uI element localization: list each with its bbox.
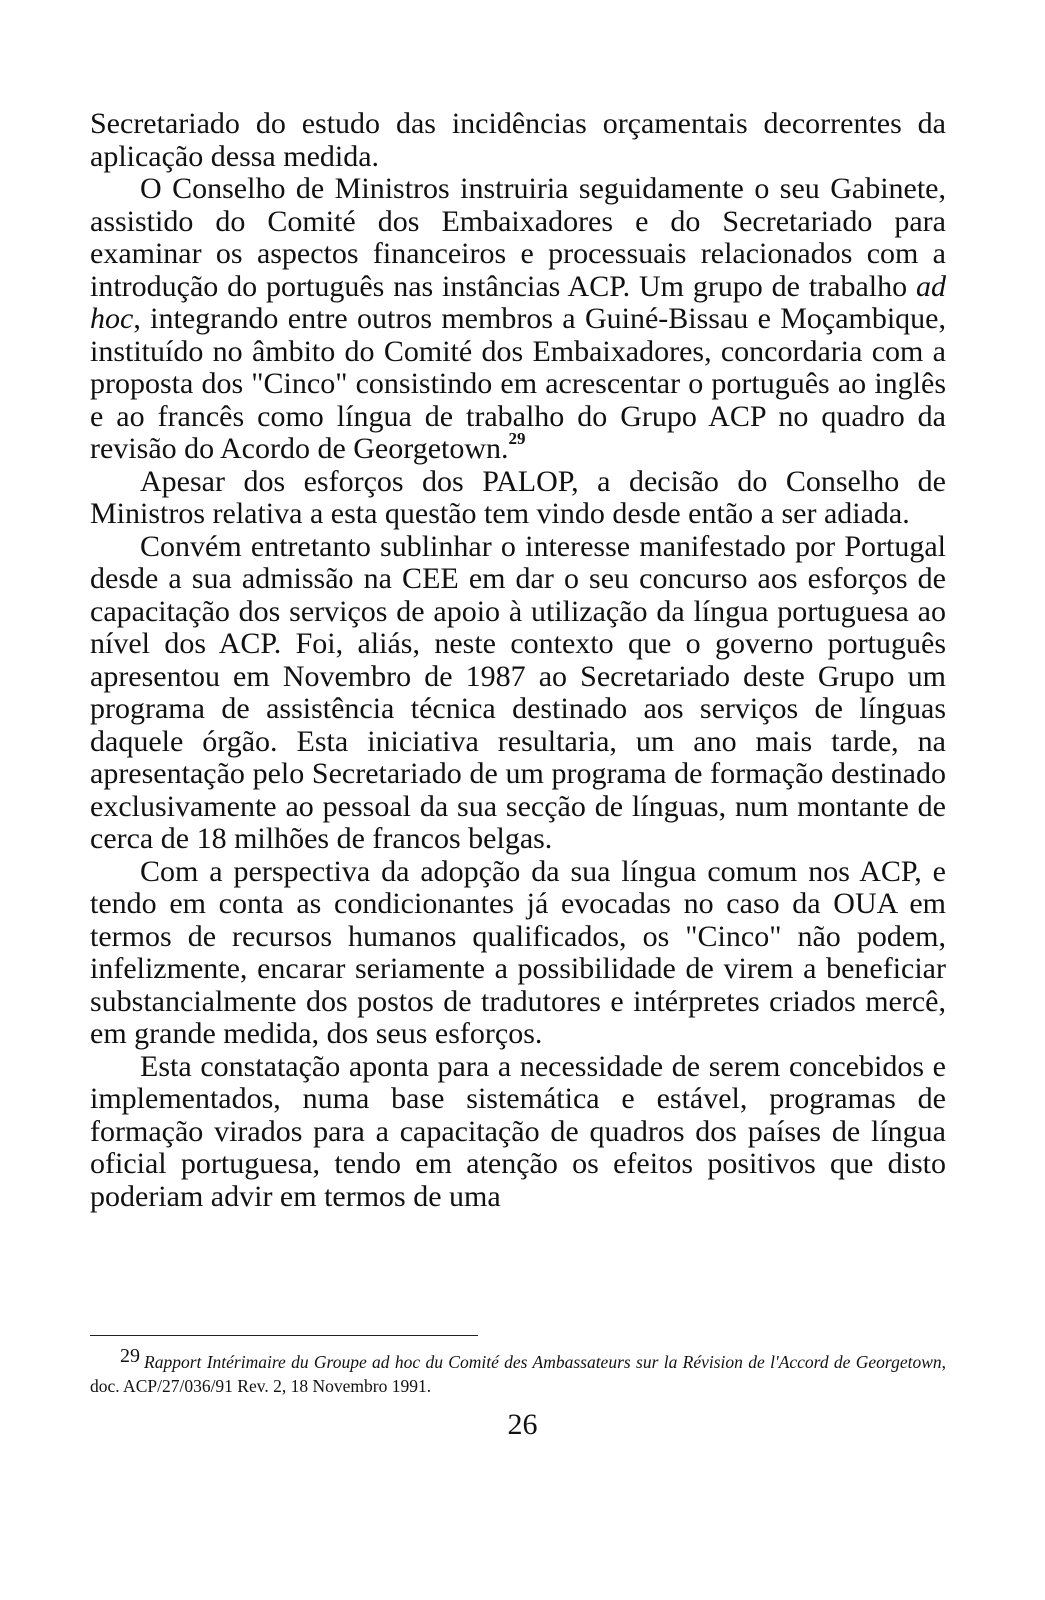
paragraph-6: Esta constatação aponta para a necessidade de serem concebidos e implementados, numa base sistemática e estável, programas de formação virados para a capacitação de quadros dos países de língua oficial portuguesa, tendo em atenção os efeitos positivos que disto poderiam advir em termos de uma: [90, 1049, 946, 1213]
footnote-number: 29: [120, 1345, 140, 1367]
paragraph-2-text-end: , integrando entre outros membros a Guiné-Bissau e Moçambique, instituído no âmbito do Comité dos Embaixadores, concordaria com a proposta dos "Cinco" consistindo em acrescentar o português ao inglês e ao francês como língua de trabalho do Grupo ACP no quadro da revisão do Acordo de Georgetown.: [90, 302, 946, 465]
paragraph-2-italic: ad hoc: [90, 269, 946, 335]
page-number: 26: [507, 1408, 538, 1441]
footnote: [90, 1345, 946, 1398]
paragraph-2-text-start: O Conselho de Ministros instruiria seguidamente o seu Gabinete, assistido do Comité dos Embaixadores e do Secretariado para examinar os aspectos financeiros e processuais relacionados com a introdução do português nas instâncias ACP. Um grupo de trabalho: [90, 172, 946, 303]
footnote-plain-text: , doc. ACP/27/036/91 Rev. 2, 18 Novembro 1991.: [90, 1352, 946, 1396]
footnote-divider: [90, 1335, 478, 1336]
page-body: [90, 108, 946, 1213]
paragraph-3: Apesar dos esforços dos PALOP, a decisão do Conselho de Ministros relativa a esta questão tem vindo desde então a ser adiada.: [90, 464, 946, 530]
paragraph-4: Convém entretanto sublinhar o interesse manifestado por Portugal desde a sua admissão na CEE em dar o seu concurso aos esforços de capacitação dos serviços de apoio à utilização da língua portuguesa ao nível dos ACP. Foi, aliás, neste contexto que o governo português apresentou em Novembro de 1987 ao Secretariado deste Grupo um programa de assistência técnica destinado aos serviços de línguas daquele órgão. Esta iniciativa resultaria, um ano mais tarde, na apresentação pelo Secretariado de um programa de formação destinado exclusivamente ao pessoal da sua secção de línguas, num montante de cerca de 18 milhões de francos belgas.: [90, 529, 946, 855]
paragraph-1: Secretariado do estudo das incidências orçamentais decorrentes da aplicação dessa medida.: [90, 107, 946, 173]
footnote-italic-text: Rapport Intérimaire du Groupe ad hoc du Comité des Ambassateurs sur la Révision de l'Accord de Georgetown: [144, 1352, 942, 1372]
paragraph-2: [90, 173, 946, 466]
paragraph-5: Com a perspectiva da adopção da sua língua comum nos ACP, e tendo em conta as condicionantes já evocadas no caso da OUA em termos de recursos humanos qualificados, os "Cinco" não podem, infelizmente, encarar seriamente a possibilidade de virem a beneficiar substancialmente dos postos de tradutores e intérpretes criados mercê, em grande medida, dos seus esforços.: [90, 854, 946, 1050]
footnote-reference[interactable]: 29: [508, 429, 526, 448]
